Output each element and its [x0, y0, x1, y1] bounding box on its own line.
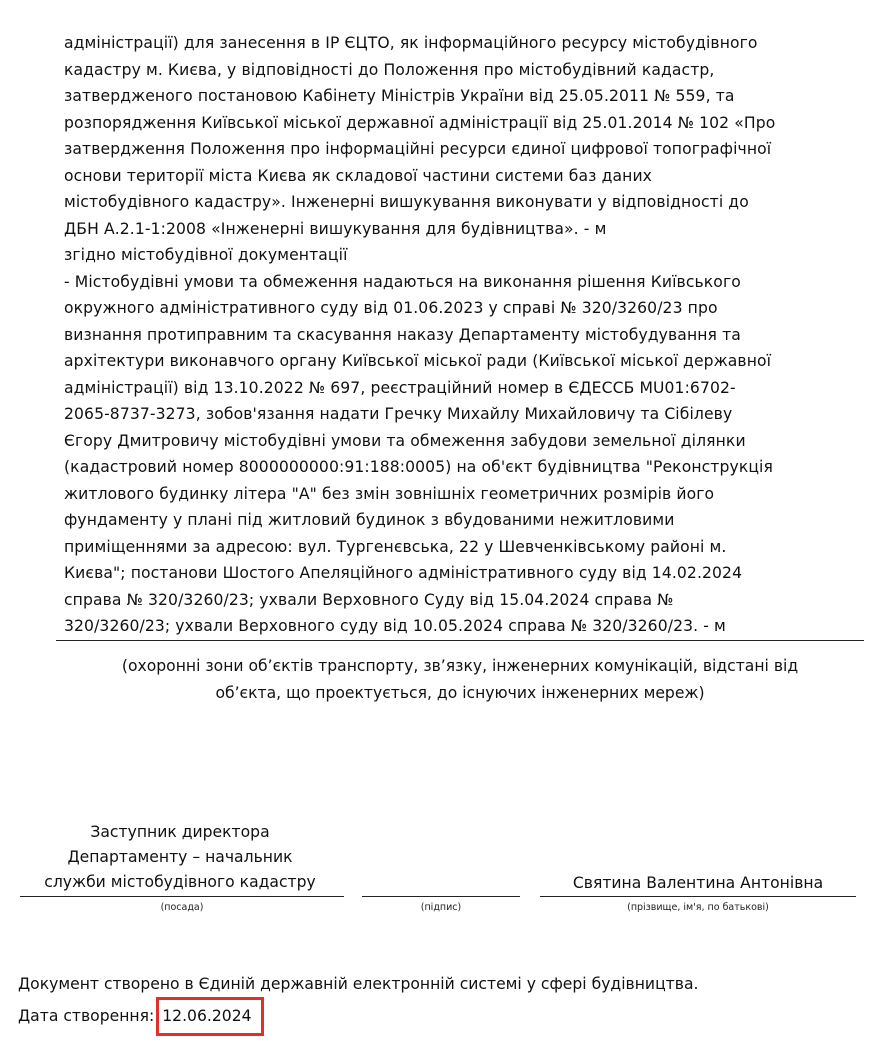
body-line: фундаменту у плані під житловий будинок з вбудованими нежитловими: [64, 511, 675, 529]
body-line: приміщеннями за адресою: вул. Тургенєвська, 22 у Шевченківському районі м.: [64, 537, 727, 556]
signature-caption: (підпис): [420, 902, 462, 913]
name-caption: (прізвище, ім'я, по батькові): [627, 902, 769, 913]
position-line: служби містобудівного кадастру: [44, 873, 316, 891]
body-line: затвердження Положення про інформаційні ресурси єдиної цифрової топографічної: [64, 140, 772, 158]
body-line: визнання протиправним та скасування наказу Департаменту містобудування та: [64, 325, 741, 344]
body-line: ДБН А.2.1-1:2008 «Інженерні вишукування для будівництва». - м: [64, 219, 607, 238]
signatory-name: Святина Валентина Антонівна: [572, 874, 824, 892]
body-text: [64, 30, 864, 640]
name-underline: [540, 896, 856, 897]
position-underline: [20, 896, 344, 897]
body-line: 2065-8737-3273, зобов'язання надати Гречку Михайлу Михайловичу та Сібілеву: [64, 405, 733, 423]
document-footer: [18, 971, 698, 1036]
body-line: архітектури виконавчого органу Київської міської ради (Київської міської державної: [64, 352, 772, 370]
body-line: Єгору Дмитровичу містобудівні умови та обмеження забудови земельної ділянки: [64, 431, 746, 450]
body-line: адміністрації) для занесення в ІР ЄЦТО, як інформаційного ресурсу містобудівного: [64, 34, 758, 52]
body-line: - Містобудівні умови та обмеження надаються на виконання рішення Київського: [64, 272, 741, 291]
body-line: адміністрації) від 13.10.2022 № 697, реєстраційний номер в ЄДЕССБ MU01:6702-: [64, 378, 736, 397]
body-line: затвердженого постановою Кабінету Міністрів України від 25.05.2011 № 559, та: [64, 87, 735, 105]
body-line: містобудівного кадастру». Інженерні вишукування виконувати у відповідності до: [64, 193, 749, 211]
footer-statement: Документ створено в Єдиній державній електронній системі у сфері будівництва.: [18, 975, 699, 993]
body-line: окружного адміністративного суду від 01.06.2023 у справі № 320/3260/23 про: [64, 299, 718, 317]
body-line: кадастру м. Києва, у відповідності до Положення про містобудівний кадастр,: [64, 60, 715, 79]
creation-date-highlight: [156, 997, 263, 1036]
body-line: (кадастровий номер 8000000000:91:188:0005) на об'єкт будівництва "Реконструкція: [64, 458, 773, 476]
creation-date-label: Дата створення:: [18, 1007, 155, 1025]
section-divider: [56, 640, 864, 641]
body-line: справа № 320/3260/23; ухвали Верховного Суду від 15.04.2024 справа №: [64, 590, 674, 609]
position-caption: (посада): [160, 902, 204, 913]
position-line: Заступник директора: [90, 823, 270, 841]
creation-date-value: 12.06.2024: [162, 1007, 252, 1025]
body-line: житлового будинку літера "А" без змін зовнішніх геометричних розмірів його: [64, 484, 715, 503]
body-line: Києва"; постанови Шостого Апеляційного адміністративного суду від 14.02.2024: [64, 564, 743, 582]
note-line: об’єкта, що проектується, до існуючих інженерних мереж): [215, 683, 705, 702]
position-line: Департаменту – начальник: [67, 848, 293, 866]
field-note: [56, 653, 864, 706]
signatory-position: [20, 820, 340, 895]
note-line: (охоронні зони об’єктів транспорту, зв’язку, інженерних комунікацій, відстані від: [121, 657, 799, 675]
body-line: розпорядження Київської міської державної адміністрації від 25.01.2014 № 102 «Про: [64, 113, 776, 132]
body-line: 320/3260/23; ухвали Верховного суду від 10.05.2024 справа № 320/3260/23. - м: [64, 617, 726, 635]
body-line: згідно містобудівної документації: [64, 246, 348, 264]
body-line: основи території міста Києва як складової частини системи баз даних: [64, 166, 653, 185]
signature-underline: [362, 896, 520, 897]
creation-date-row: [18, 997, 698, 1036]
